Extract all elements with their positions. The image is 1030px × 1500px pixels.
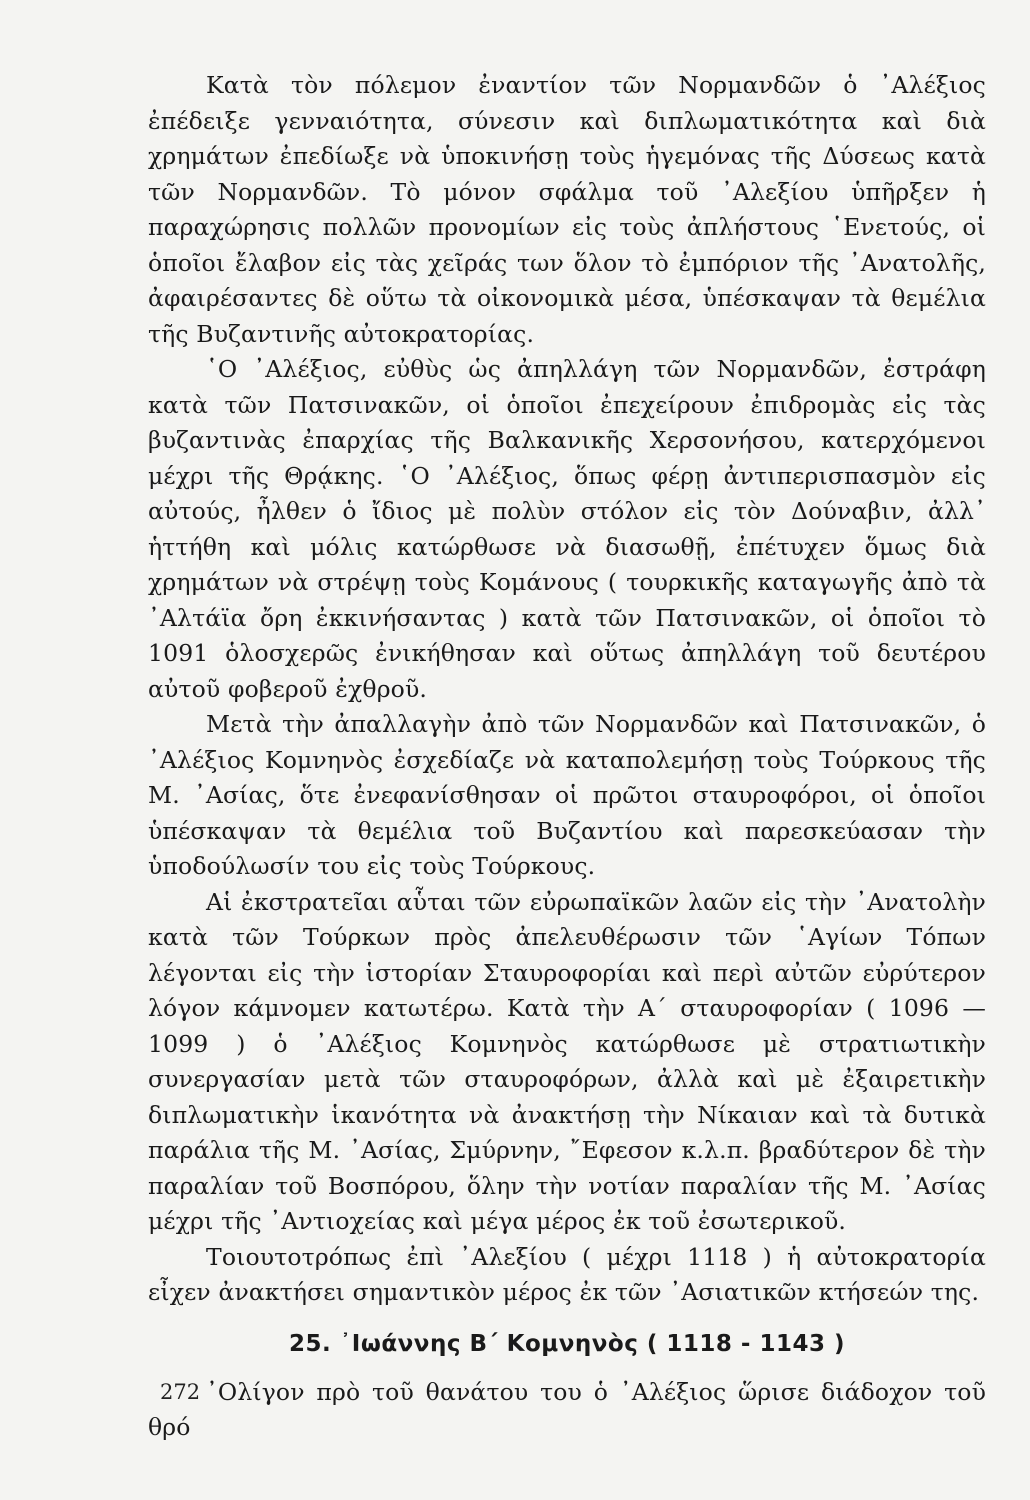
page-number: 272 [160, 1380, 201, 1404]
paragraph-first-crusade: Αἱ ἐκστρατεῖαι αὗται τῶν εὐρωπαϊκῶν λαῶν εἰς τὴν ᾿Ανατολὴν κατὰ τῶν Τούρκων πρὸς ἀπελευθέρωσιν τῶν ῾Αγίων Τόπων λέγονται εἰς τὴν ἱστορίαν Σταυροφορίαι καὶ περὶ αὐτῶν εὐρύτερον λόγον κάμνομεν κατωτέρω. Κατὰ τὴν Α΄ σταυροφορίαν ( 1096 — 1099 ) ὁ ᾿Αλέξιος Κομνηνὸς κατώρθωσε μὲ στρατιωτικὴν συνεργασίαν μετὰ τῶν σταυροφόρων, ἀλλὰ καὶ μὲ ἐξαιρετικὴν διπλωματικὴν ἱκανότητα νὰ ἀνακτήσῃ τὴν Νίκαιαν καὶ τὰ δυτικὰ παράλια τῆς Μ. ᾿Ασίας, Σμύρνην, ῎Εφεσον κ.λ.π. βραδύτερον δὲ τὴν παραλίαν τοῦ Βοσπόρου, ὅλην τὴν νοτίαν παραλίαν τῆς Μ. ᾿Ασίας μέχρι τῆς ᾿Αντιοχείας καὶ μέγα μέρος ἐκ τοῦ ἐσωτερικοῦ. [148, 887, 986, 1235]
section-heading: 25. ᾿Ιωάννης Β΄ Κομνηνὸς ( 1118 - 1143 ) [289, 1330, 845, 1357]
paragraph-succession: ᾿Ολίγον πρὸ τοῦ θανάτου του ὁ ᾿Αλέξιος ὥρισε διάδοχον τοῦ θρό [148, 1377, 986, 1441]
paragraph-patzinaks: ῾Ο ᾿Αλέξιος, εὐθὺς ὡς ἀπηλλάγη τῶν Νορμανδῶν, ἐστράφη κατὰ τῶν Πατσινακῶν, οἱ ὁποῖοι ἐπεχείρουν ἐπιδρομὰς εἰς τὰς βυζαντινὰς ἐπαρχίας τῆς Βαλκανικῆς Χερσονήσου, κατερχόμενοι μέχρι τῆς Θρᾴκης. ῾Ο ᾿Αλέξιος, ὅπως φέρῃ ἀντιπερισπασμὸν εἰς αὐτούς, ἦλθεν ὁ ἴδιος μὲ πολὺν στόλον εἰς τὸν Δούναβιν, ἀλλ᾿ ἡττήθη καὶ μόλις κατώρθωσε νὰ διασωθῇ, ἐπέτυχεν ὅμως διὰ χρημάτων νὰ στρέψῃ τοὺς Κομάνους ( τουρκικῆς καταγωγῆς ἀπὸ τὰ ᾿Αλτάϊα ὄρη ἐκκινήσαντας ) κατὰ τῶν Πατσινακῶν, οἱ ὁποῖοι τὸ 1091 ὁλοσχερῶς ἐνικήθησαν καὶ οὕτως ἀπηλλάγη τοῦ δευτέρου αὐτοῦ φοβεροῦ ἐχθροῦ. [148, 355, 986, 703]
paragraph-asian-possessions: Τοιουτοτρόπως ἐπὶ ᾿Αλεξίου ( μέχρι 1118 ) ἡ αὐτοκρατορία εἶχεν ἀνακτήσει σημαντικὸν μέρος ἐκ τῶν ᾿Ασιατικῶν κτήσεών της. [148, 1242, 986, 1306]
page-body [148, 68, 986, 1468]
paragraph-crusaders: Μετὰ τὴν ἀπαλλαγὴν ἀπὸ τῶν Νορμανδῶν καὶ Πατσινακῶν, ὁ ᾿Αλέξιος Κομνηνὸς ἐσχεδίαζε νὰ καταπολεμήσῃ τοὺς Τούρκους τῆς Μ. ᾿Ασίας, ὅτε ἐνεφανίσθησαν οἱ πρῶτοι σταυροφόροι, οἱ ὁποῖοι ὑπέσκαψαν τὰ θεμέλια τοῦ Βυζαντίου καὶ παρεσκεύασαν τὴν ὑποδούλωσίν του εἰς τοὺς Τούρκους. [148, 710, 986, 880]
paragraph-normans: Κατὰ τὸν πόλεμον ἐναντίον τῶν Νορμανδῶν ὁ ᾿Αλέξιος ἐπέδειξε γενναιότητα, σύνεσιν καὶ διπλωματικότητα καὶ διὰ χρημάτων ἐπεδίωξε νὰ ὑποκινήσῃ τοὺς ἡγεμόνας τῆς Δύσεως κατὰ τῶν Νορμανδῶν. Τὸ μόνον σφάλμα τοῦ ᾿Αλεξίου ὑπῆρξεν ἡ παραχώρησις πολλῶν προνομίων εἰς τοὺς ἀπλήστους ῾Ενετούς, οἱ ὁποῖοι ἔλαβον εἰς τὰς χεῖράς των ὅλον τὸ ἐμπόριον τῆς ᾿Ανατολῆς, ἀφαιρέσαντες δὲ οὕτω τὰ οἰκονομικὰ μέσα, ὑπέσκαψαν τὰ θεμέλια τῆς Βυζαντινῆς αὐτοκρατορίας. [148, 71, 986, 348]
